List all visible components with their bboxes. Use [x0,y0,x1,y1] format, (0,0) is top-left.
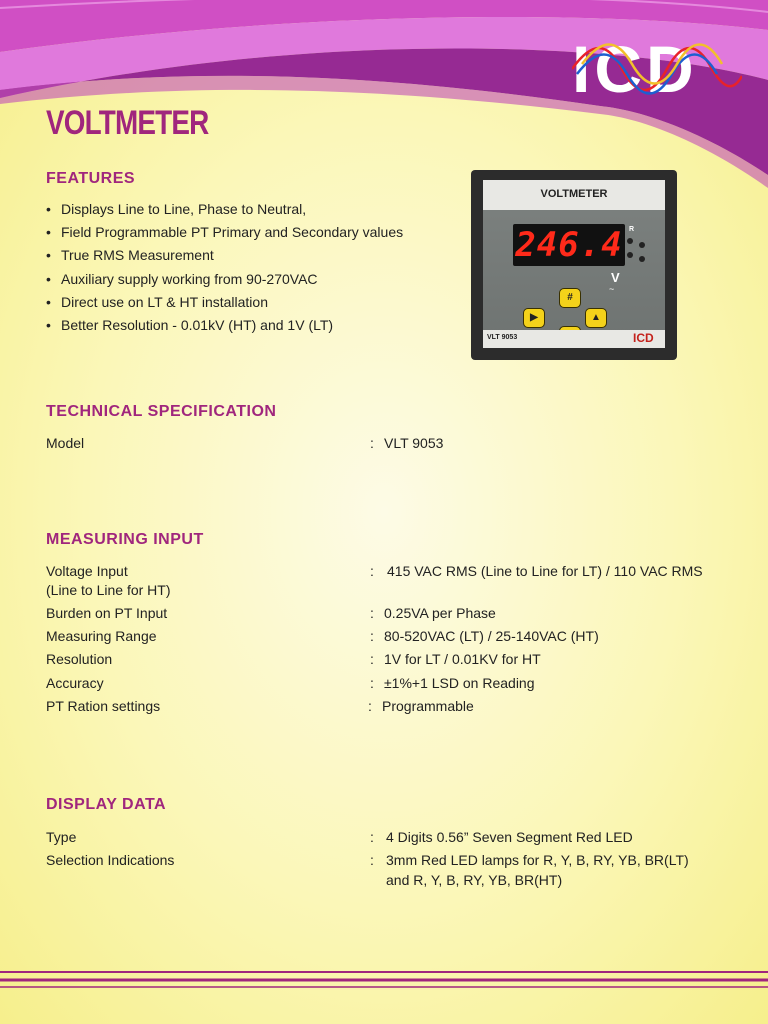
display-reading: 246.4 [515,225,623,265]
spec-value: Programmable [382,698,474,714]
brand-logo-text: ICD [572,32,698,106]
technical-specification-heading: TECHNICAL SPECIFICATION [46,403,277,420]
spec-value: 1V for LT / 0.01KV for HT [384,651,541,667]
led-dot [639,256,645,262]
device-faceplate [483,180,665,348]
spec-value: 4 Digits 0.56” Seven Segment Red LED [386,829,633,845]
device-unit-label: V [611,270,620,285]
device-label: VOLTMETER [540,188,608,200]
device-brand-logo: ICD [633,331,654,345]
spec-value: 415 VAC RMS (Line to Line for LT) / 110 VAC RMS [387,563,703,579]
logo-wave-icon [572,32,742,106]
spec-value: 0.25VA per Phase [384,605,496,621]
list-item: • Field Programmable PT Primary and Secondary values [46,221,403,244]
spec-value: and R, Y, B, RY, YB, BR(HT) [386,872,563,888]
list-item: • Direct use on LT & HT installation [46,291,403,314]
led-dot [639,242,645,248]
spec-colon: : [370,563,374,579]
display-data-heading: DISPLAY DATA [46,796,167,813]
spec-label: Selection Indications [46,852,175,868]
spec-label: Voltage Input [46,563,128,579]
led-dot [627,252,633,258]
led-dot [627,238,633,244]
spec-label: (Line to Line for HT) [46,582,171,598]
spec-colon: : [370,675,374,691]
device-right-button: ▶ [523,308,545,328]
spec-colon: : [370,628,374,644]
device-led-display [513,224,625,266]
brand-logo [572,32,742,106]
device-hash-button: # [559,288,581,308]
features-heading: FEATURES [46,170,136,187]
spec-value: 3mm Red LED lamps for R, Y, B, RY, YB, BR(LT) [386,852,689,868]
device-up-button: ▲ [585,308,607,328]
spec-value: VLT 9053 [384,435,444,451]
device-r-indicator: R [629,226,635,233]
spec-label: Resolution [46,651,113,667]
spec-value: ±1%+1 LSD on Reading [384,675,535,691]
spec-label: Type [46,829,77,845]
measuring-input-heading: MEASURING INPUT [46,531,204,548]
spec-colon: : [370,829,374,845]
spec-colon: : [370,852,374,868]
page-title: VOLTMETER [46,104,209,142]
spec-colon: : [368,698,372,714]
voltmeter-device-image [471,170,677,360]
spec-label: Burden on PT Input [46,605,168,621]
list-item: • Displays Line to Line, Phase to Neutral, [46,198,403,221]
list-item: • Auxiliary supply working from 90-270VAC [46,268,403,291]
device-model-label: VLT 9053 [487,334,518,341]
device-top-strip [483,180,665,210]
device-bottom-strip [483,330,665,348]
list-item: • True RMS Measurement [46,244,403,267]
spec-colon: : [370,605,374,621]
device-wave-icon: ~ [609,284,615,294]
spec-colon: : [370,651,374,667]
list-item: • Better Resolution - 0.01kV (HT) and 1V (LT) [46,314,403,337]
spec-label: PT Ration settings [46,698,161,714]
spec-colon: : [370,435,374,451]
spec-value: 80-520VAC (LT) / 25-140VAC (HT) [384,628,599,644]
bottom-divider [0,970,768,994]
spec-label: Accuracy [46,675,104,691]
spec-label: Model [46,435,85,451]
spec-label: Measuring Range [46,628,157,644]
features-list [46,198,403,337]
